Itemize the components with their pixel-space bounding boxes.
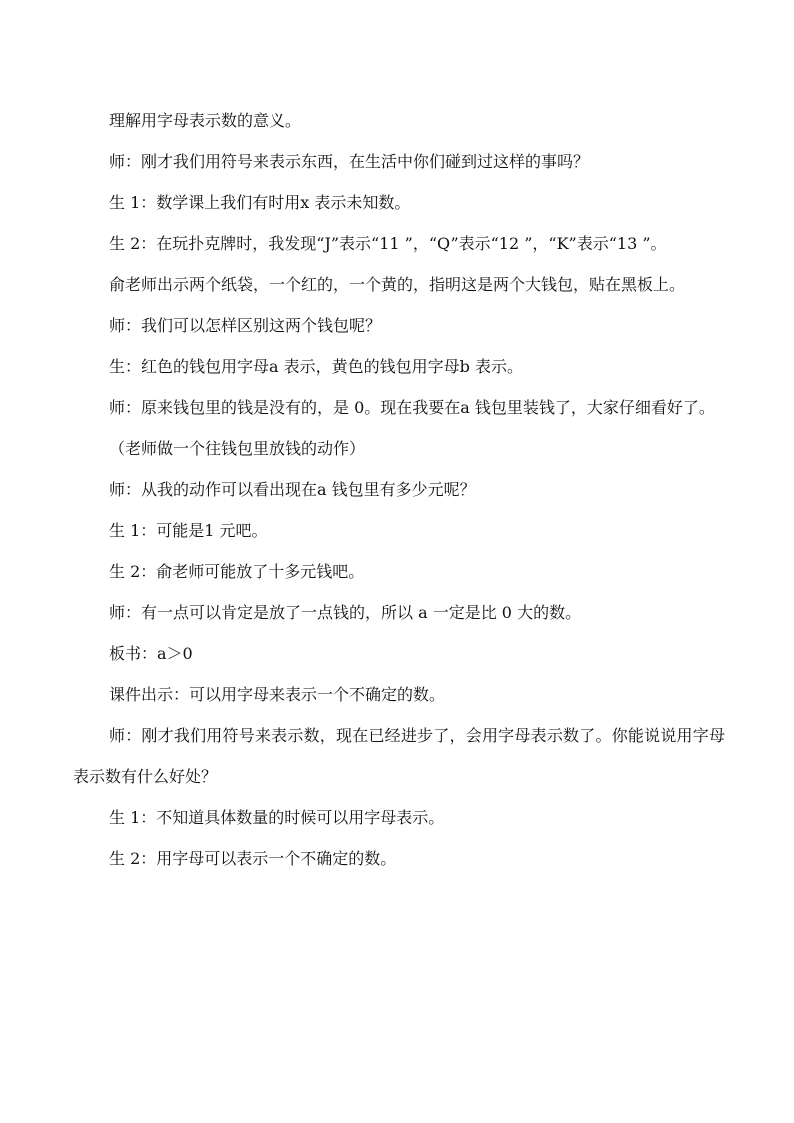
paragraph: 生 2：在玩扑克牌时，我发现“J”表示“11 ”，“Q”表示“12 ”，“K”表示“13 ”。 (109, 234, 667, 253)
paragraph: 生 1：可能是1 元吧。 (109, 521, 268, 540)
paragraph: 生 2：俞老师可能放了十多元钱吧。 (109, 562, 365, 581)
paragraph: 师：刚才我们用符号来表示东西，在生活中你们碰到过这样的事吗？ (109, 152, 590, 171)
paragraph: 生：红色的钱包用字母a 表示，黄色的钱包用字母b 表示。 (109, 357, 523, 376)
paragraph: 理解用字母表示数的意义。 (109, 111, 302, 130)
paragraph: 生 1：数学课上我们有时用x 表示未知数。 (109, 193, 411, 212)
document-body (73, 100, 725, 879)
paragraph: 师：原来钱包里的钱是没有的，是 0。现在我要在a 钱包里装钱了，大家仔细看好了。 (109, 398, 715, 417)
paragraph: 生 1：不知道具体数量的时候可以用字母表示。 (109, 808, 445, 827)
paragraph: 俞老师出示两个纸袋，一个红的，一个黄的，指明这是两个大钱包，贴在黑板上。 (109, 275, 686, 294)
paragraph: 师：我们可以怎样区别这两个钱包呢？ (109, 316, 382, 335)
paragraph: 板书：a＞0 (109, 644, 193, 663)
paragraph: （老师做一个往钱包里放钱的动作） (109, 439, 366, 458)
paragraph: 生 2：用字母可以表示一个不确定的数。 (109, 849, 397, 868)
paragraph: 师：刚才我们用符号来表示数，现在已经进步了，会用字母表示数了。你能说说用字母表示数有什么好处？ (73, 726, 725, 786)
paragraph: 师：从我的动作可以看出现在a 钱包里有多少元呢？ (109, 480, 476, 499)
paragraph: 师：有一点可以肯定是放了一点钱的，所以 a 一定是比 0 大的数。 (109, 603, 582, 622)
paragraph: 课件出示：可以用字母来表示一个不确定的数。 (109, 685, 446, 704)
